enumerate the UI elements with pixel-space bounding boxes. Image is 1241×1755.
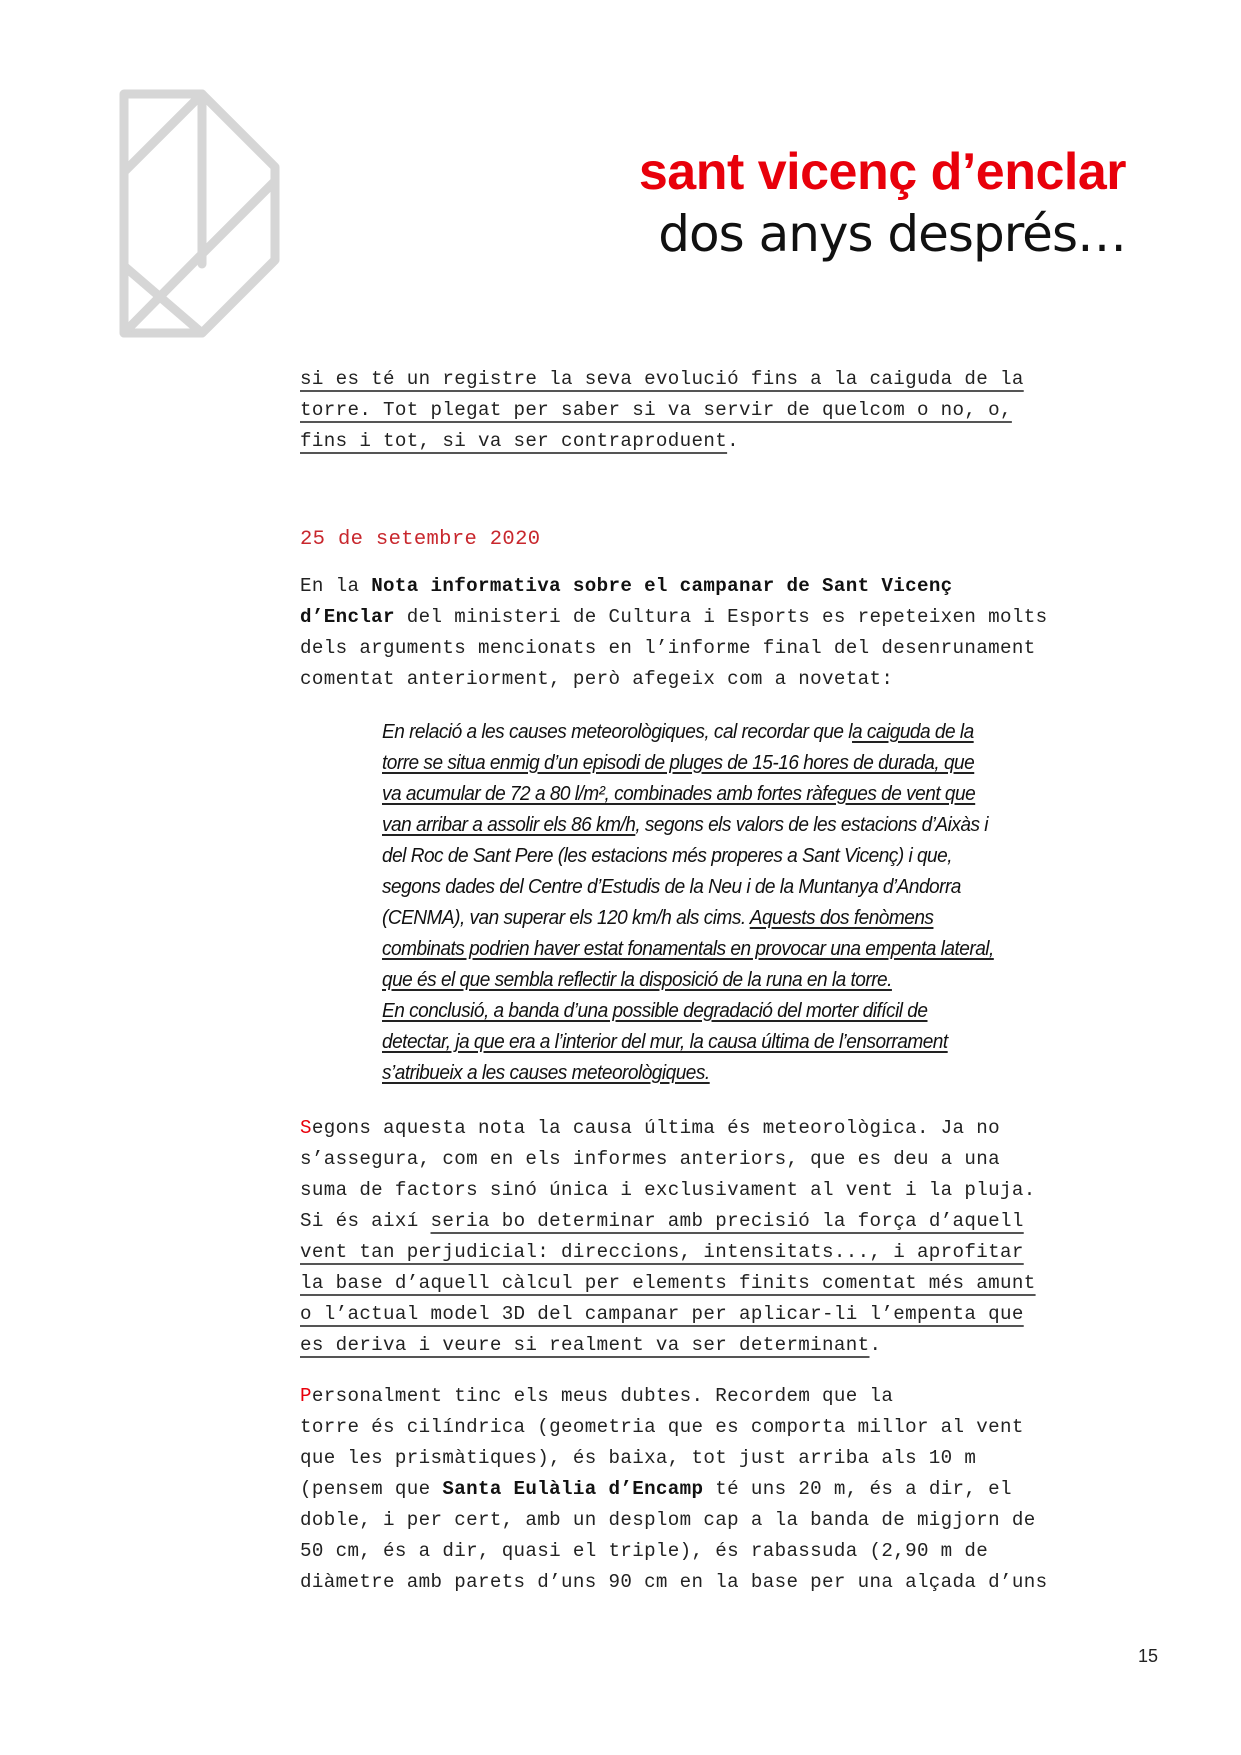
text-line: que les prismàtiques), és baixa, tot just arriba als 10 m (300, 1447, 977, 1469)
underlined-span: torre se situa enmig d’un episodi de pluges de 15-16 hores de durada, que (382, 751, 975, 774)
text-span: del ministeri de Cultura i Esports es repeteixen molts (394, 606, 1048, 628)
text-line-end: . (727, 430, 739, 452)
text-line: si es té un registre la seva evolució fins a la caiguda de la (300, 368, 1024, 390)
text-line: suma de factors sinó única i exclusivament al vent i la pluja. (300, 1179, 1036, 1201)
text-line: del Roc de Sant Pere (les estacions més properes a Sant Vicenç) i que, (382, 844, 953, 867)
drop-initial: S (300, 1117, 312, 1139)
underlined-span: vent tan perjudicial: direccions, intensitats..., i aprofitar (300, 1241, 1024, 1263)
text-span: (pensem que (300, 1478, 443, 1500)
text-span: (CENMA), van superar els 120 km/h als cims. (382, 906, 750, 929)
text-line: 50 cm, és a dir, quasi el triple), és rabassuda (2,90 m de (300, 1540, 989, 1562)
underlined-span: combinats podrien haver estat fonamentals en provocar una empenta lateral, (382, 937, 994, 960)
underlined-span: o l’actual model 3D del campanar per aplicar-li l’empenta que (300, 1303, 1024, 1325)
title-line-2: dos anys després… (658, 205, 1126, 263)
text-line: doble, i per cert, amb un desplom cap a la banda de migjorn de (300, 1509, 1036, 1531)
underlined-span: va acumular de 72 a 80 l/m², combinades amb fortes ràfegues de vent que (382, 782, 976, 805)
underlined-span: la base d’aquell càlcul per elements finits comentat més amunt (300, 1272, 1036, 1294)
text-line: segons dades del Centre d’Estudis de la Neu i de la Muntanya d’Andorra (382, 875, 961, 898)
text-span: . (869, 1334, 882, 1356)
text-line: dels arguments mencionats en l’informe final del desenrunament (300, 637, 1036, 659)
text-span: Si és així (300, 1210, 431, 1232)
text-line: s’assegura, com en els informes anteriors, que es deu a una (300, 1148, 1000, 1170)
text-span: , segons els valors de les estacions d’Aixàs i (635, 813, 988, 836)
section-date-heading: 25 de setembre 2020 (300, 528, 541, 551)
underlined-span: es deriva i veure si realment va ser determinant (300, 1334, 870, 1356)
text-line: torre. Tot plegat per saber si va servir de quelcom o no, o, (300, 399, 1012, 421)
text-span: En relació a les causes meteorològiques, cal recordar que l (382, 720, 853, 743)
stylized-letter-d-logo-icon (118, 88, 318, 363)
page-title (639, 142, 1126, 264)
title-line-1: sant vicenç d’enclar (638, 143, 1126, 201)
underlined-span: van arribar a assolir els 86 km/h (382, 813, 636, 836)
text-span: ersonalment tinc els meus dubtes. Recordem que la (311, 1385, 894, 1407)
underlined-span: seria bo determinar amb precisió la força d’aquell (430, 1210, 1024, 1232)
drop-initial: P (300, 1385, 312, 1407)
underlined-span: Aquests dos fenòmens (749, 906, 934, 929)
text-span: egons aquesta nota la causa última és meteorològica. Ja no (311, 1117, 1001, 1139)
underlined-span: que és el que sembla reflectir la disposició de la runa en la torre. (382, 968, 892, 991)
text-span: té uns 20 m, és a dir, el (703, 1478, 1012, 1500)
text-line: diàmetre amb parets d’uns 90 cm en la base per una alçada d’uns (300, 1571, 1048, 1593)
text-span: En la (300, 575, 372, 597)
underlined-span: a caiguda de la (852, 720, 974, 743)
underlined-span: s’atribueix a les causes meteorològiques. (382, 1061, 710, 1084)
underlined-span: En conclusió, a banda d’una possible degradació del morter difícil de (382, 999, 928, 1022)
page-number: 15 (1138, 1646, 1159, 1666)
church-name-reference: Santa Eulàlia d’Encamp (442, 1478, 704, 1500)
text-line: fins i tot, si va ser contraproduent (300, 430, 728, 452)
document-title-reference: Nota informativa sobre el campanar de Sant Vicenç (371, 575, 953, 597)
underlined-span: detectar, ja que era a l’interior del mur, la causa última de l’ensorrament (382, 1030, 948, 1053)
document-title-reference: d’Enclar (300, 606, 395, 628)
text-line: torre és cilíndrica (geometria que es comporta millor al vent (300, 1416, 1024, 1438)
text-line: comentat anteriorment, però afegeix com a novetat: (300, 668, 894, 690)
